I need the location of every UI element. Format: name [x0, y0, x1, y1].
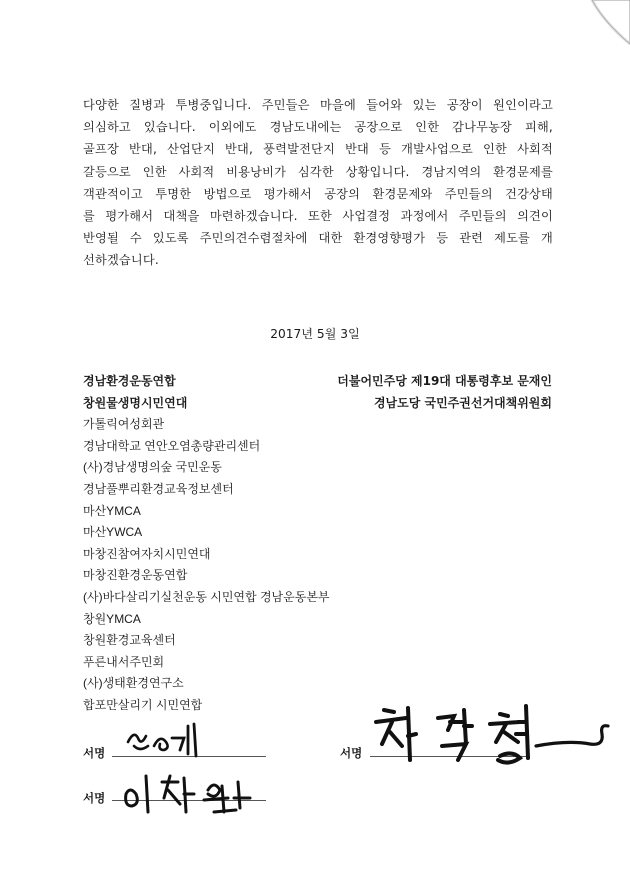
signatory-org: (사)경남생명의숲 국민운동 [83, 460, 222, 475]
body-line: 갈등으로 인한 사회적 비용낭비가 심각한 상황입니다. 경남지역의 환경문제를 [83, 164, 553, 179]
signatory-org: 합포만살리기 시민연합 [83, 697, 203, 712]
signatory-org: 창원환경교육센터 [83, 633, 176, 648]
body-line: 의심하고 있습니다. 이외에도 경남도내에는 공장으로 인한 감나무농장 피해, [83, 120, 553, 135]
signatory-org: (사)바다살리기실천운동 시민연합 경남운동본부 [83, 589, 330, 604]
body-line: 객관적이고 투명한 방법으로 평가해서 공장의 환경문제와 주민들의 건강상태 [83, 186, 553, 201]
signatory-org: 창원물생명시민연대 [83, 395, 188, 410]
handwritten-signature-right [368, 700, 618, 790]
body-line: 를 평가해서 대책을 마련하겠습니다. 또한 사업결정 과정에서 주민들의 의견이 [83, 209, 553, 224]
body-line: 선하겠습니다. [83, 253, 159, 268]
candidate-committee-line: 경남도당 국민주권선거대책위원회 [373, 395, 552, 410]
signatory-org: 창원YMCA [83, 611, 141, 626]
signatory-org: 푸른내서주민회 [83, 654, 165, 669]
page-corner-curl [590, 0, 630, 48]
signatory-org: 경남대학교 연안오염총량관리센터 [83, 438, 261, 453]
signatory-org: 마산YMCA [83, 503, 141, 518]
signature-label: 서명 [83, 791, 106, 805]
body-line: 반영될 수 있도록 주민의견수렴절차에 대한 환경영향평가 등 관련 제도를 개 [83, 231, 553, 246]
signatory-org: (사)생태환경연구소 [83, 676, 184, 691]
candidate-party-line: 더불어민주당 제19대 대통령후보 문재인 [337, 374, 552, 388]
signature-label: 서명 [83, 746, 106, 760]
signatory-org: 경남환경운동연합 [83, 374, 176, 388]
signature-label: 서명 [340, 746, 363, 760]
signatory-list-right [272, 371, 552, 414]
body-line: 골프장 반대, 산업단지 반대, 풍력발전단지 반대 등 개발사업으로 인한 사회적 [83, 142, 553, 157]
signatory-list-left [83, 371, 363, 717]
signatory-org: 마산YWCA [83, 525, 143, 540]
signatory-org: 가톨릭여성회관 [83, 417, 165, 432]
handwritten-signature-left-1 [124, 716, 214, 760]
signatory-org: 경남풀뿌리환경교육정보센터 [83, 481, 234, 496]
document-date: 2017년 5월 3일 [270, 327, 360, 341]
handwritten-signature-left-2 [118, 768, 258, 820]
signatory-org: 마창진환경운동연합 [83, 568, 188, 583]
body-line: 다양한 질병과 투병중입니다. 주민들은 마을에 들어와 있는 공장이 원인이라고 [83, 98, 553, 112]
signatory-org: 마창진참여자치시민연대 [83, 546, 211, 561]
body-paragraph [83, 94, 553, 272]
